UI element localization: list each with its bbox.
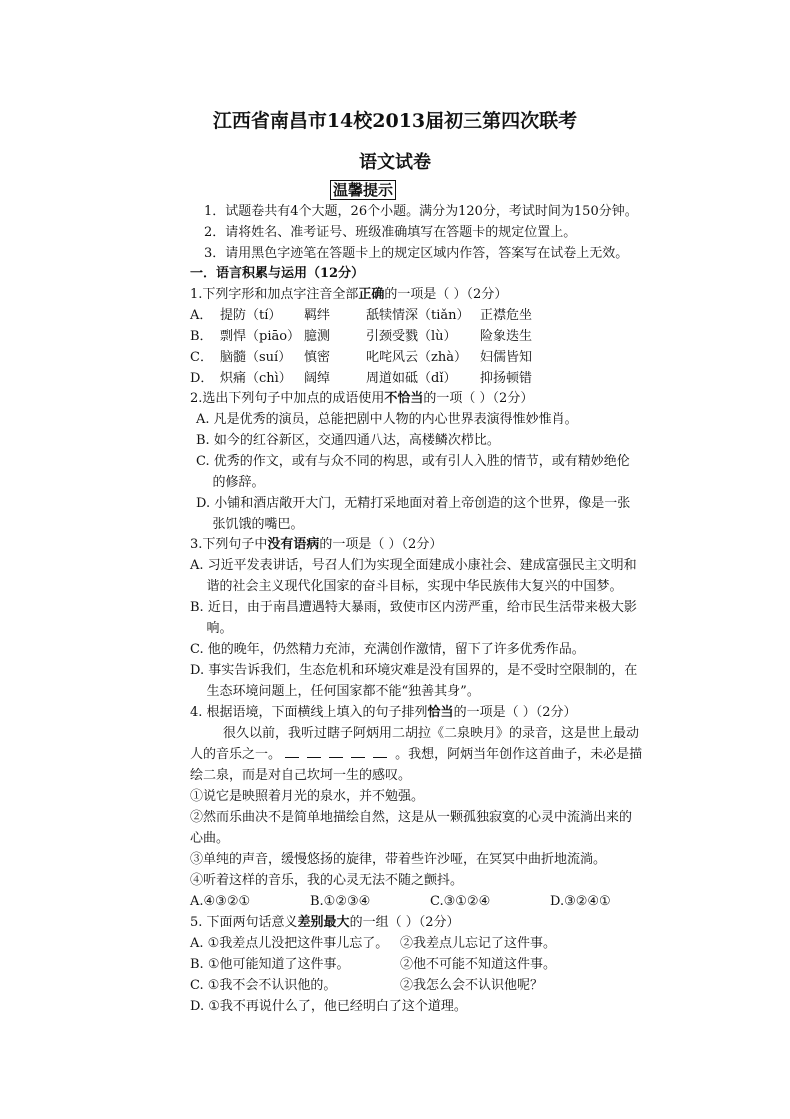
notice-line: 3．请用黑色字迹笔在答题卡上的规定区域内作答，答案写在试卷上无效。 (204, 246, 629, 261)
q1-option-c: C． 脑髓（suí） 慎密 叱咤风云（zhà） 妇儒皆知 (190, 350, 533, 365)
q4-item: ③单纯的声音，缓慢悠扬的旋律，带着些许沙哑，在冥冥中曲折地流淌。 (190, 852, 607, 867)
q4-item: ②然而乐曲决不是简单地描绘自然，这是从一颗孤独寂寞的心灵中流淌出来的 (190, 810, 633, 825)
q4-passage-line: 绘二泉，而是对自己坎坷一生的感叹。 (190, 768, 412, 783)
q4-stem: 4. 根据语境，下面横线上填入的句子排列恰当的一项是（ ）（2分） (190, 705, 577, 720)
q3-stem: 3.下列句子中没有语病的一项是（ ）（2分） (190, 537, 443, 552)
notice-line: 2．请将姓名、准考证号、班级准确填写在答题卡的规定位置上。 (204, 225, 577, 240)
q5-stem: 5. 下面两句话意义差别最大的一组（ ）（2分） (190, 915, 460, 930)
q3-line: B. 近日，由于南昌遭遇特大暴雨，致使市区内涝严重，给市民生活带来极大影 (190, 600, 637, 615)
q3-line: A. 习近平发表讲话，号召人们为实现全面建成小康社会、建成富强民主文明和 (190, 558, 637, 573)
q1-option-b: B． 剽悍（piāo） 臆测 引颈受戮（lù） 险象迭生 (190, 329, 533, 344)
q3-line: 响。 (190, 621, 233, 636)
blank-line (351, 747, 365, 758)
q2-line: C. 优秀的作文，或有与众不同的构思，或有引人入胜的情节，或有精妙绝伦 (196, 454, 630, 469)
q5-option-a: A. ①我差点儿没把这件事儿忘了。 ②我差点儿忘记了这件事。 (190, 936, 557, 951)
q4-item: ④听着这样的音乐，我的心灵无法不随之颤抖。 (190, 873, 464, 888)
blank-line (373, 747, 387, 758)
q2-line: 的修辞。 (196, 475, 265, 490)
q1-stem: 1.下列字形和加点字注音全部正确的一项是（ ）（2分） (190, 287, 508, 302)
blank-line (329, 747, 343, 758)
q5-option-b: B. ①他可能知道了这件事。 ②他不可能不知道这件事。 (190, 957, 557, 972)
q5-option-c: C. ①我不会不认识他的。 ②我怎么会不认识他呢？ (190, 978, 544, 993)
q5-option-d: D. ①我不再说什么了，他已经明白了这个道理。 (190, 999, 467, 1014)
blank-line (307, 747, 321, 758)
exam-title: 江西省南昌市14校2013届初三第四次联考 (212, 110, 578, 132)
q4-choices: A.④③②① B.①②③④ C.③①②④ D.③②④① (190, 894, 611, 909)
q1-option-d: D． 炽痛（chì） 阔绰 周道如砥（dǐ） 抑扬顿错 (190, 371, 533, 386)
q2-stem: 2.选出下列句子中加点的成语使用不恰当的一项（ ）（2分） (190, 391, 534, 406)
q2-line: A. 凡是优秀的演员，总能把剧中人物的内心世界表演得惟妙惟肖。 (196, 412, 578, 427)
notice-label: 温馨提示 (330, 180, 396, 200)
q2-line: D. 小铺和酒店敞开大门，无精打采地面对着上帝创造的这个世界，像是一张 (196, 496, 631, 511)
q3-line: 谐的社会主义现代化国家的奋斗目标，实现中华民族伟大复兴的中国梦。 (190, 579, 623, 594)
q3-line: 生态环境问题上，任何国家都不能“独善其身”。 (190, 684, 480, 699)
section-heading: 一．语言积累与运用（12分） (190, 266, 365, 281)
q4-item: 心曲。 (190, 831, 230, 846)
blank-line (285, 747, 299, 758)
q1-option-a: A． 提防（tí） 羁绊 舐犊情深（tiǎn） 正襟危坐 (190, 308, 533, 323)
q4-passage-line: 人的音乐之一。 。我想，阿炳当年创作这首曲子，未必是描 (190, 747, 643, 762)
notice-line: 1．试题卷共有4个大题，26个小题。满分为120分，考试时间为150分钟。 (204, 204, 638, 219)
q2-line: B. 如今的红谷新区，交通四通八达，高楼鳞次栉比。 (196, 433, 500, 448)
q3-line: C. 他的晚年，仍然精力充沛，充满创作激情，留下了许多优秀作品。 (190, 642, 585, 657)
q4-item: ①说它是映照着月光的泉水，并不勉强。 (190, 789, 425, 804)
q2-line: 张饥饿的嘴巴。 (196, 517, 304, 532)
q3-line: D. 事实告诉我们，生态危机和环境灾难是没有国界的，是不受时空限制的，在 (190, 663, 638, 678)
q4-passage-line: 很久以前，我听过瞎子阿炳用二胡拉《二泉映月》的录音，这是世上最动 (190, 726, 640, 741)
exam-subtitle: 语文试卷 (359, 152, 431, 173)
